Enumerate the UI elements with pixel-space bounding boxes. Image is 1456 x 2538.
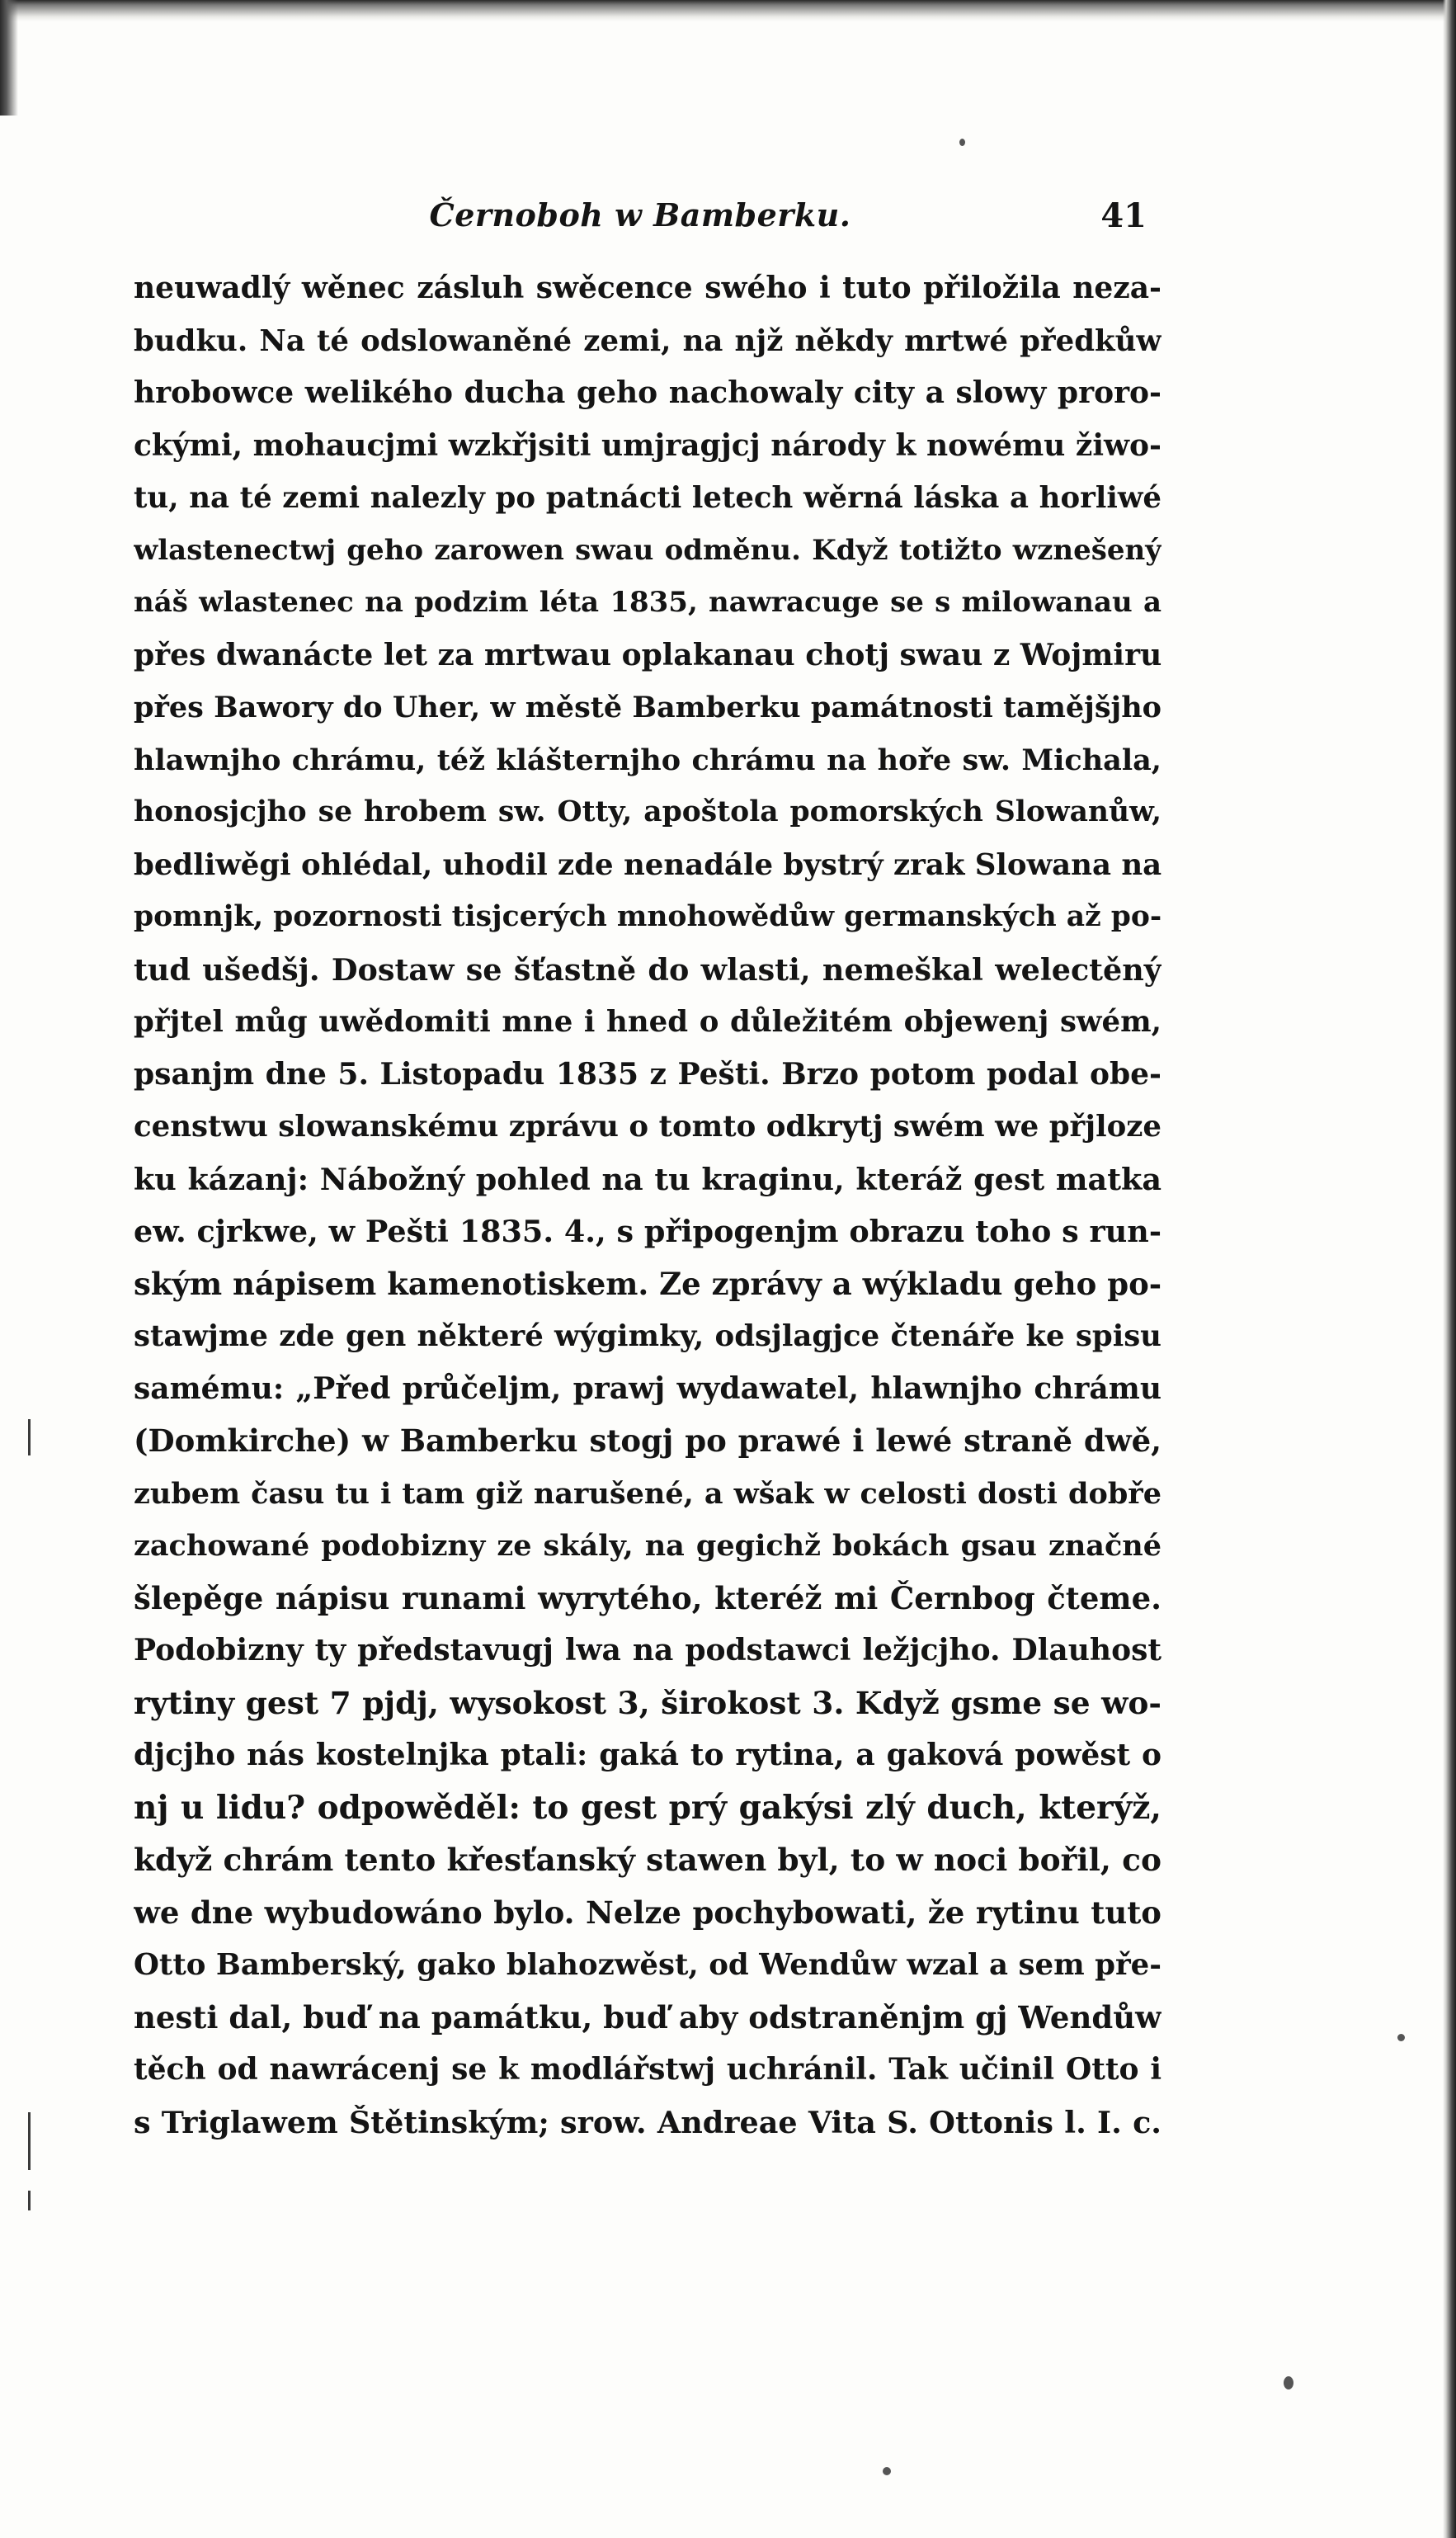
text-line: hrobowce welikého ducha geho nachowaly city a slowy proro- — [134, 375, 1162, 410]
scan-speck — [1284, 2376, 1293, 2389]
running-head — [134, 196, 1147, 246]
scan-speck — [1397, 2034, 1405, 2041]
text-line: budku. Na té odslowaněné zemi, na njž někdy mrtwé předkůw — [134, 323, 1162, 358]
text-line: stawjme zde gen některé wýgimky, odsjlagjce čtenáře ke spisu — [134, 1319, 1162, 1353]
text-line: we dne wybudowáno bylo. Nelze pochybowati, že rytinu tuto — [134, 1894, 1162, 1931]
text-line: ským nápisem kamenotiskem. Ze zprávy a wýkladu geho po- — [134, 1265, 1162, 1302]
text-line: těch od nawrácenj se k modlářstwj uchránil. Tak učinil Otto i — [134, 2052, 1162, 2087]
text-line: když chrám tento křesťanský stawen byl, to w noci bořil, co — [134, 1842, 1162, 1878]
scan-edge-left — [0, 0, 18, 116]
text-line: bedliwěgi ohlédal, uhodil zde nenadále bystrý zrak Slowana na — [134, 847, 1162, 882]
text-line: censtwu slowanskému zprávu o tomto odkrytj swém we přjloze — [134, 1110, 1162, 1144]
text-line: tu, na té zemi nalezly po patnácti letech wěrná láska a horliwé — [134, 481, 1162, 515]
text-line: pomnjk, pozornosti tisjcerých mnohowědůw germanských až po- — [134, 900, 1162, 933]
text-line: tud ušedšj. Dostaw se šťastně do wlasti, nemeškal welectěný — [134, 951, 1162, 988]
text-line: přes dwanácte let za mrtwau oplakanau chotj swau z Wojmiru — [134, 637, 1162, 672]
text-line: zachowané podobizny ze skály, na gegichž bokách gsau značné — [134, 1529, 1162, 1563]
text-line: rytiny gest 7 pjdj, wysokost 3, širokost 3. Když gsme se wo- — [134, 1684, 1162, 1721]
text-line: ew. cjrkwe, w Pešti 1835. 4., s připogenjm obrazu toho s run- — [134, 1214, 1162, 1249]
text-line: nj u lidu? odpowěděl: to gest prý gakýsi zlý duch, kterýž, — [134, 1788, 1162, 1827]
scan-mark — [28, 2112, 31, 2170]
scan-edge-top — [0, 0, 1456, 21]
text-line: neuwadlý wěnec zásluh swěcence swého i tuto přiložila neza- — [134, 271, 1162, 305]
text-line: přes Bawory do Uher, w městě Bamberku památnosti tamějšjho — [134, 691, 1162, 724]
scan-speck — [959, 139, 965, 146]
text-line: nesti dal, buď na památku, buď aby odstraněnjm gj Wendůw — [134, 1998, 1162, 2036]
text-line: honosjcjho se hrobem sw. Otty, apoštola pomorských Slowanůw, — [134, 795, 1162, 828]
text-line: ku kázanj: Nábožný pohled na tu kraginu, kteráž gest matka — [134, 1161, 1162, 1197]
scan-mark — [28, 1419, 31, 1455]
text-line: ckými, mohaucjmi wzkřjsiti umjragjcj národy k nowému žiwo- — [134, 427, 1162, 463]
text-line: psanjm dne 5. Listopadu 1835 z Pešti. Brzo potom podal obe- — [134, 1056, 1162, 1092]
text-line: šlepěge nápisu runami wyrytého, kteréž mi Černbog čteme. — [134, 1579, 1162, 1616]
text-line: djcjho nás kostelnjka ptali: gaká to rytina, a gaková powěst o — [134, 1738, 1162, 1772]
scan-mark — [28, 2191, 31, 2210]
text-line: s Triglawem Štětinským; srow. Andreae Vita S. Ottonis l. I. c. — [134, 2104, 1162, 2140]
running-title: Černoboh w Bamberku. — [429, 196, 851, 234]
text-line: hlawnjho chrámu, též klášternjho chrámu na hoře sw. Michala, — [134, 743, 1162, 777]
text-line: Podobizny ty představugj lwa na podstawci ležjcjho. Dlauhost — [134, 1633, 1162, 1668]
text-line: (Domkirche) w Bamberku stogj po prawé i lewé straně dwě, — [134, 1422, 1162, 1459]
text-line: přjtel můg uwědomiti mne i hned o důležitém objewenj swém, — [134, 1005, 1162, 1039]
page-number: 41 — [1100, 196, 1147, 235]
scan-edge-right — [1443, 0, 1456, 2538]
scan-speck — [883, 2467, 891, 2475]
text-line: Otto Bamberský, gako blahozwěst, od Wendůw wzal a sem pře- — [134, 1948, 1162, 1982]
text-line: samému: „Před průčeljm, prawj wydawatel, hlawnjho chrámu — [134, 1370, 1162, 1406]
text-line: wlastenectwj geho zarowen swau odměnu. Když totižto wznešený — [134, 533, 1162, 567]
body-text — [134, 262, 1162, 2149]
text-line: zubem času tu i tam giž narušené, a wšak w celosti dosti dobře — [134, 1476, 1162, 1511]
text-line: náš wlastenec na podzim léta 1835, nawracuge se s milowanau a — [134, 586, 1162, 619]
